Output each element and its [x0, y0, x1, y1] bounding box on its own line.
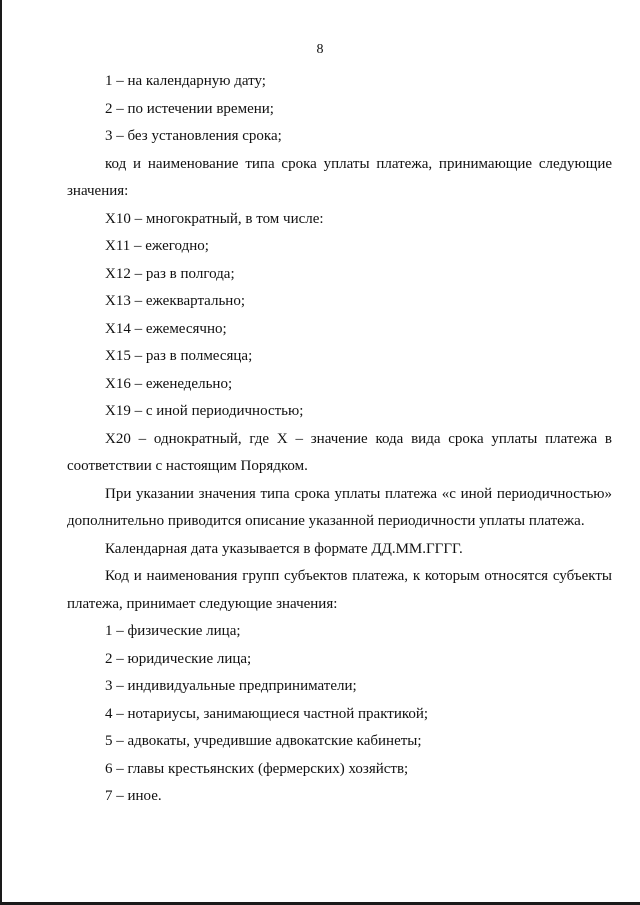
paragraph-x16: X16 – еженедельно; — [105, 375, 233, 392]
paragraph-group-5: 5 – адвокаты, учредившие адвокатские кабинеты; — [105, 733, 422, 749]
paragraph-group-3: 3 – индивидуальные предприниматели; — [105, 678, 357, 694]
paragraph-term-type-intro: код и наименование типа срока уплаты платежа, принимающие следующие значения: — [67, 155, 612, 199]
paragraph-pay-term-2: 2 – по истечении времени; — [105, 100, 274, 117]
paragraph-pay-term-1: 1 – на календарную дату; — [105, 73, 266, 89]
paragraph-x12: X12 – раз в полгода; — [105, 265, 235, 282]
paragraph-group-6: 6 – главы крестьянских (фермерских) хозяйств; — [105, 760, 409, 777]
document-body — [67, 68, 612, 811]
paragraph-x14: X14 – ежемесячно; — [105, 320, 227, 337]
paragraph-group-2: 2 – юридические лица; — [105, 650, 252, 667]
paragraph-pay-term-3: 3 – без установления срока; — [105, 128, 282, 144]
scan-edge-left — [0, 0, 2, 905]
paragraph-other-periodicity: При указании значения типа срока уплаты платежа «с иной периодичностью» дополнительно приводится описание указанной периодичности уплаты платежа. — [67, 485, 612, 529]
paragraph-date-format: Календарная дата указывается в формате ДД.ММ.ГГГГ. — [105, 540, 463, 557]
paragraph-group-1: 1 – физические лица; — [105, 623, 241, 639]
paragraph-x13: X13 – ежеквартально; — [105, 293, 245, 309]
paragraph-x20: X20 – однократный, где X – значение кода вида срока уплаты платежа в соответствии с настоящим Порядком. — [67, 430, 612, 474]
paragraph-x11: X11 – ежегодно; — [105, 238, 209, 254]
paragraph-x19: X19 – с иной периодичностью; — [105, 403, 304, 419]
paragraph-x15: X15 – раз в полмесяца; — [105, 348, 253, 364]
page-number: 8 — [316, 42, 324, 57]
paragraph-group-4: 4 – нотариусы, занимающиеся частной практикой; — [105, 705, 429, 722]
paragraph-subject-groups-intro: Код и наименования групп субъектов платежа, к которым относятся субъекты платежа, принимает следующие значения: — [67, 568, 612, 612]
paragraph-group-7: 7 – иное. — [105, 788, 162, 804]
paragraph-x10: X10 – многократный, в том числе: — [105, 210, 324, 227]
